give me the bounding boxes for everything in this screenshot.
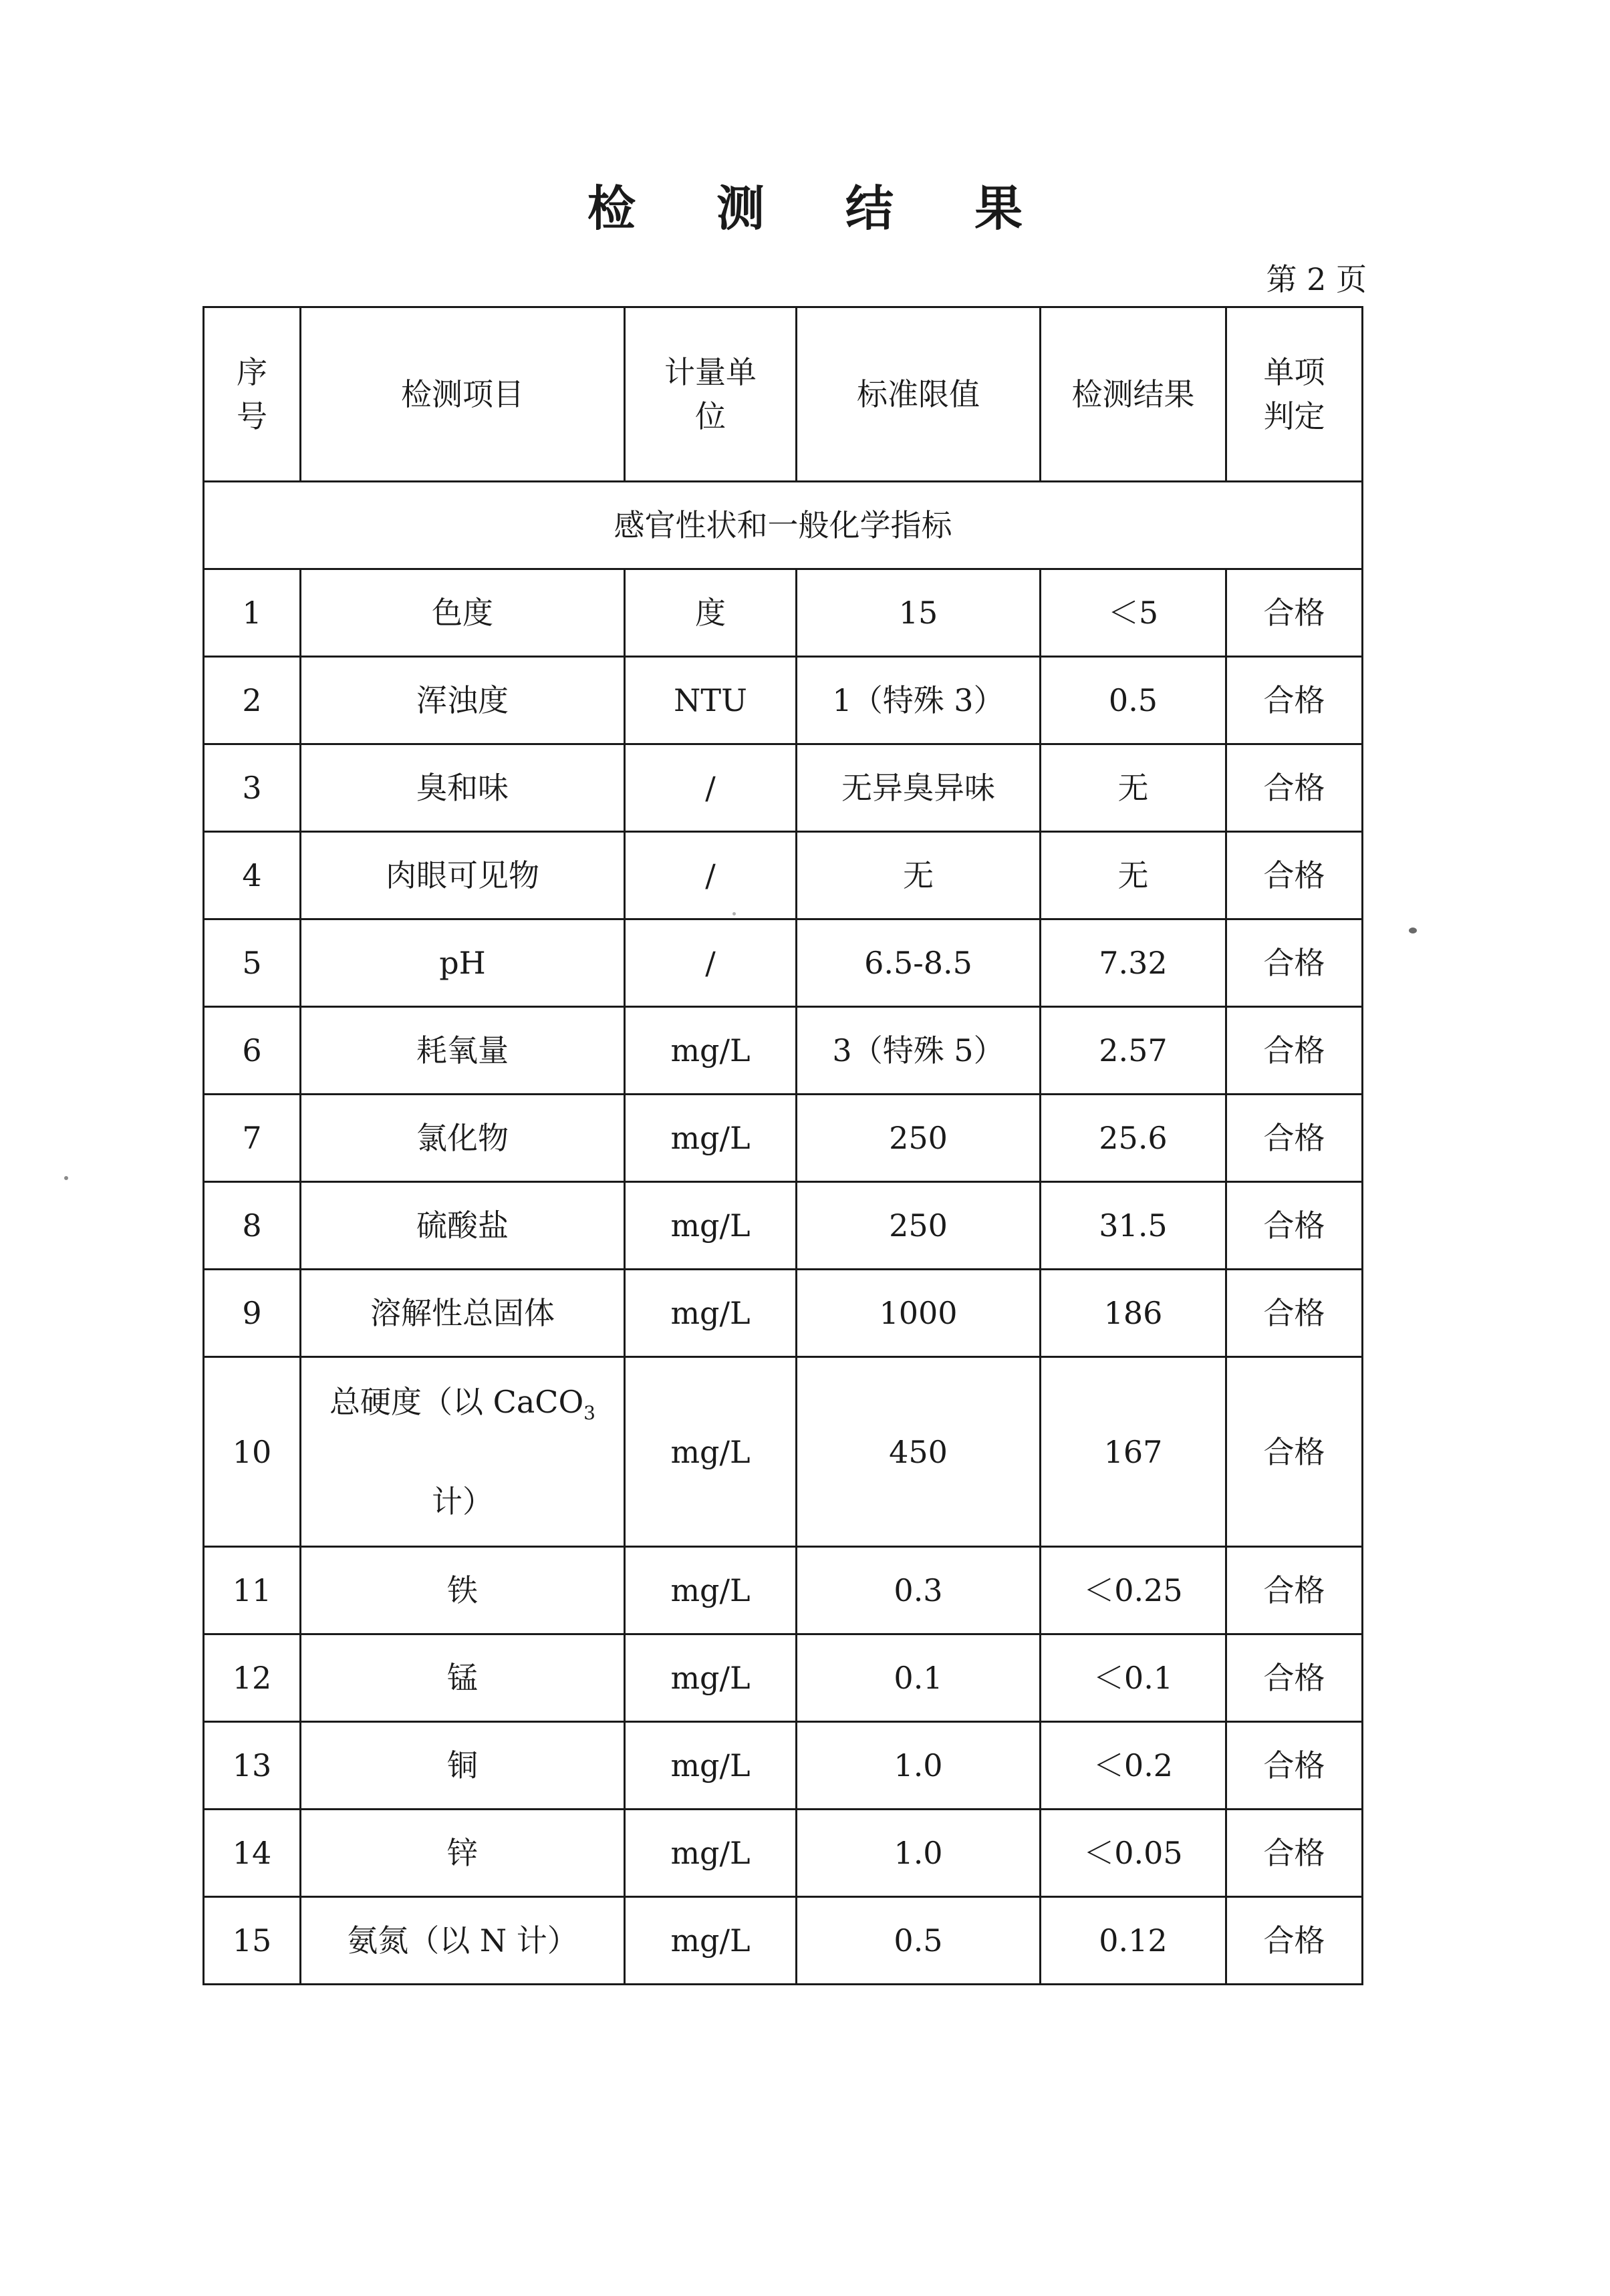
cell-unit: mg/L — [625, 1007, 797, 1095]
cell-no: 3 — [204, 744, 301, 832]
cell-result: ＜5 — [1041, 569, 1226, 657]
cell-no: 8 — [204, 1182, 301, 1270]
cell-unit: mg/L — [625, 1897, 797, 1985]
cell-judgement: 合格 — [1226, 1722, 1363, 1810]
cell-limit: 0.5 — [797, 1897, 1041, 1985]
scan-speck — [1409, 927, 1417, 934]
cell-item: 色度 — [301, 569, 625, 657]
cell-limit: 250 — [797, 1095, 1041, 1182]
cell-no: 13 — [204, 1722, 301, 1810]
cell-result: 0.5 — [1041, 657, 1226, 744]
cell-result: 7.32 — [1041, 919, 1226, 1007]
cell-judgement: 合格 — [1226, 569, 1363, 657]
cell-result: 167 — [1041, 1357, 1226, 1547]
cell-unit: mg/L — [625, 1810, 797, 1897]
cell-item: 氯化物 — [301, 1095, 625, 1182]
header-judgement: 单项判定 — [1226, 307, 1363, 482]
cell-unit: / — [625, 744, 797, 832]
cell-limit: 0.1 — [797, 1634, 1041, 1722]
cell-no: 5 — [204, 919, 301, 1007]
cell-result: ＜0.05 — [1041, 1810, 1226, 1897]
cell-item: 氨氮（以 N 计） — [301, 1897, 625, 1985]
cell-limit: 6.5-8.5 — [797, 919, 1041, 1007]
table-row — [204, 1182, 1363, 1270]
cell-judgement: 合格 — [1226, 1547, 1363, 1634]
cell-result: 2.57 — [1041, 1007, 1226, 1095]
cell-judgement: 合格 — [1226, 1095, 1363, 1182]
cell-unit: mg/L — [625, 1547, 797, 1634]
results-table — [203, 306, 1363, 1985]
cell-no: 4 — [204, 832, 301, 919]
cell-limit: 0.3 — [797, 1547, 1041, 1634]
cell-item: 溶解性总固体 — [301, 1270, 625, 1357]
cell-result: 31.5 — [1041, 1182, 1226, 1270]
cell-limit: 1（特殊 3） — [797, 657, 1041, 744]
table-row — [204, 1722, 1363, 1810]
cell-no: 12 — [204, 1634, 301, 1722]
cell-no: 11 — [204, 1547, 301, 1634]
cell-item: 浑浊度 — [301, 657, 625, 744]
page-number: 第 2 页 — [1266, 261, 1367, 297]
cell-no: 7 — [204, 1095, 301, 1182]
table-row — [204, 919, 1363, 1007]
cell-judgement: 合格 — [1226, 1897, 1363, 1985]
cell-result: 0.12 — [1041, 1897, 1226, 1985]
cell-judgement: 合格 — [1226, 832, 1363, 919]
cell-result: 无 — [1041, 744, 1226, 832]
cell-no: 6 — [204, 1007, 301, 1095]
header-unit: 计量单位 — [625, 307, 797, 482]
cell-unit: mg/L — [625, 1182, 797, 1270]
table-row — [204, 1270, 1363, 1357]
cell-limit: 1.0 — [797, 1810, 1041, 1897]
cell-item — [301, 1357, 625, 1547]
page-title: 检 测 结 果 — [587, 180, 1055, 237]
cell-result: 186 — [1041, 1270, 1226, 1357]
scan-speck — [64, 1176, 68, 1180]
cell-limit: 250 — [797, 1182, 1041, 1270]
header-result: 检测结果 — [1041, 307, 1226, 482]
cell-limit: 1.0 — [797, 1722, 1041, 1810]
cell-limit: 15 — [797, 569, 1041, 657]
cell-limit: 450 — [797, 1357, 1041, 1547]
table-row — [204, 1810, 1363, 1897]
cell-no: 10 — [204, 1357, 301, 1547]
cell-judgement: 合格 — [1226, 1182, 1363, 1270]
cell-limit: 无异臭异味 — [797, 744, 1041, 832]
cell-no: 9 — [204, 1270, 301, 1357]
item-text: 计） — [432, 1483, 493, 1520]
cell-unit: mg/L — [625, 1095, 797, 1182]
cell-no: 2 — [204, 657, 301, 744]
section-row — [204, 482, 1363, 569]
cell-unit: 度 — [625, 569, 797, 657]
header-limit: 标准限值 — [797, 307, 1041, 482]
table-header-row — [204, 307, 1363, 482]
cell-item: 肉眼可见物 — [301, 832, 625, 919]
cell-result: ＜0.2 — [1041, 1722, 1226, 1810]
cell-result: 25.6 — [1041, 1095, 1226, 1182]
cell-item: 锌 — [301, 1810, 625, 1897]
cell-limit: 1000 — [797, 1270, 1041, 1357]
item-text: 总硬度（以 CaCO — [329, 1384, 584, 1420]
cell-unit: mg/L — [625, 1722, 797, 1810]
table-row — [204, 1007, 1363, 1095]
table-row — [204, 832, 1363, 919]
cell-unit: mg/L — [625, 1357, 797, 1547]
table-row — [204, 569, 1363, 657]
cell-unit: mg/L — [625, 1270, 797, 1357]
cell-limit: 无 — [797, 832, 1041, 919]
cell-no: 14 — [204, 1810, 301, 1897]
table-row — [204, 1095, 1363, 1182]
table-row — [204, 1634, 1363, 1722]
header-no: 序号 — [204, 307, 301, 482]
cell-judgement: 合格 — [1226, 919, 1363, 1007]
table-row — [204, 657, 1363, 744]
cell-result: 无 — [1041, 832, 1226, 919]
cell-item: 铜 — [301, 1722, 625, 1810]
cell-unit: mg/L — [625, 1634, 797, 1722]
cell-judgement: 合格 — [1226, 1634, 1363, 1722]
cell-judgement: 合格 — [1226, 1270, 1363, 1357]
cell-item: 铁 — [301, 1547, 625, 1634]
item-subscript: 3 — [583, 1402, 595, 1424]
cell-judgement: 合格 — [1226, 744, 1363, 832]
scan-speck — [732, 912, 736, 915]
cell-result: ＜0.1 — [1041, 1634, 1226, 1722]
cell-judgement: 合格 — [1226, 657, 1363, 744]
table-row — [204, 744, 1363, 832]
cell-item: pH — [301, 919, 625, 1007]
cell-result: ＜0.25 — [1041, 1547, 1226, 1634]
table-row — [204, 1897, 1363, 1985]
cell-item: 硫酸盐 — [301, 1182, 625, 1270]
cell-item: 耗氧量 — [301, 1007, 625, 1095]
cell-limit: 3（特殊 5） — [797, 1007, 1041, 1095]
cell-judgement: 合格 — [1226, 1007, 1363, 1095]
header-item: 检测项目 — [301, 307, 625, 482]
cell-item: 锰 — [301, 1634, 625, 1722]
table-row — [204, 1547, 1363, 1634]
cell-judgement: 合格 — [1226, 1810, 1363, 1897]
cell-no: 1 — [204, 569, 301, 657]
cell-judgement: 合格 — [1226, 1357, 1363, 1547]
table-row — [204, 1357, 1363, 1547]
cell-unit: NTU — [625, 657, 797, 744]
cell-no: 15 — [204, 1897, 301, 1985]
cell-unit: / — [625, 919, 797, 1007]
section-title: 感官性状和一般化学指标 — [204, 482, 1363, 569]
cell-item: 臭和味 — [301, 744, 625, 832]
cell-unit: / — [625, 832, 797, 919]
